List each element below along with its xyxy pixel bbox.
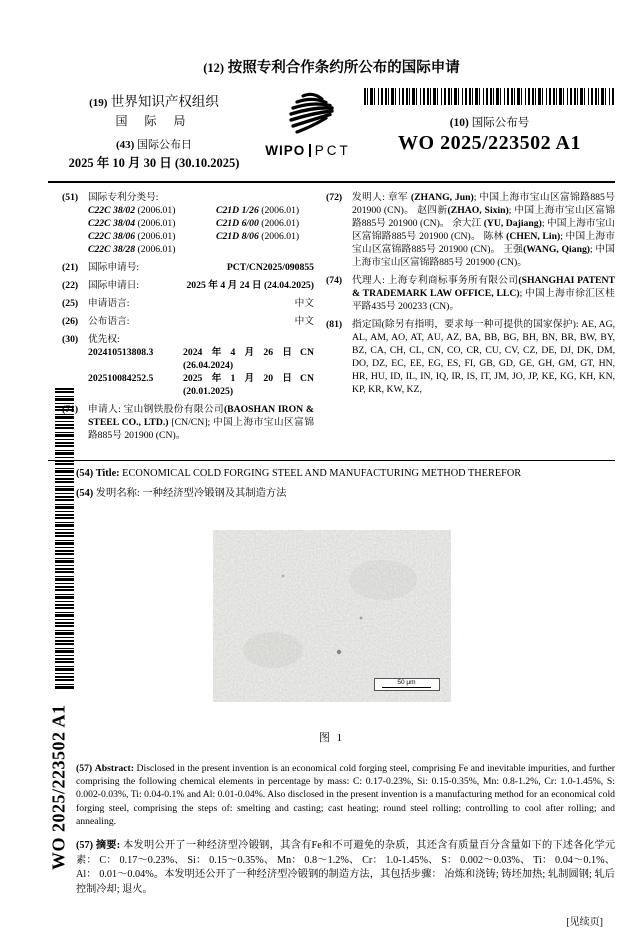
abstract-chinese: [48, 839, 615, 897]
priority-item: [62, 333, 314, 398]
publication-date-label-line: [48, 136, 260, 152]
application-number-value: PCT/CN2025/090855: [226, 262, 314, 273]
designated-states-text: 指定国(除另有指明，要求每一种可提供的国家保护): AE, AG, AL, AM, AO, AT, AU, AZ, BA, BB, BG, BH, BN, BR, BW, BY, BZ, CA, CH, CL, CN, CO, CR, CU, CV, CZ, DE, DJ, DK, DM, DO, DZ, EC, EE, EG, ES, FI, GB, GD, GE, GH, GM, GT, HN, HR, HU, ID, IL, IN, IQ, IR, IS, IT, JM, JO, JP, KE, KG, KH, KN, KP, KR, KW, KZ,: [352, 319, 615, 395]
ipc-body: [88, 191, 314, 256]
wipo-wordmark: WIPO: [265, 143, 306, 158]
inventors-text: 发明人: 章军 (ZHANG, Jun); 中国上海市宝山区富锦路885号 201900 (CN)。 赵四新(ZHAO, Sixin); 中国上海市宝山区富锦路885号 201900 (CN)。 余大江 (YU, Dajiang); 中国上海市宝山区富锦路885号 201900 (CN)。 陈林 (CHEN, Lin); 中国上海市宝山区富锦路885号 201900 (CN)。 王强(WANG, Qiang); 中国上海市宝山区富锦路885号 201900 (CN)。: [352, 192, 615, 268]
ipc-cell: C22C 38/04 (2006.01): [88, 218, 176, 229]
field-19-number: (19): [89, 97, 108, 109]
field-12-number: (12): [203, 61, 225, 75]
header-right: [356, 88, 615, 155]
field-81-number: (81): [326, 319, 343, 330]
field-12-text: 按照专利合作条约所公布的国际申请: [227, 60, 460, 76]
title-chinese-text: 一种经济型冷锻钢及其制造方法: [142, 488, 287, 500]
abstract-chinese-label: 摘要:: [95, 840, 121, 852]
filing-language-value: 中文: [294, 298, 314, 309]
biblio-left-column: [62, 191, 314, 447]
priority-label: 优先权:: [88, 334, 120, 345]
publication-language-item: [62, 315, 314, 328]
publication-language-value: 中文: [294, 316, 314, 327]
ipc-cell: C21D 8/06 (2006.01): [216, 231, 300, 242]
title-chinese-label: 发明名称:: [95, 488, 140, 500]
bibliographic-section: [48, 191, 615, 447]
wordmark-divider: [309, 144, 311, 157]
biblio-right-column: [326, 191, 615, 447]
header-left: [48, 88, 260, 171]
agent-text: 代理人: 上海专利商标事务所有限公司(SHANGHAI PATENT & TRADEMARK LAW OFFICE, LLC); 中国上海市徐汇区桂平路435号 200233 (CN)。: [352, 275, 615, 312]
publication-language-label: 公布语言:: [88, 316, 130, 327]
publication-number-value: WO 2025/223502 A1: [398, 132, 581, 154]
title-english-line: [76, 467, 615, 481]
org-name: 世界知识产权组织: [110, 94, 219, 109]
ipc-cell: C22C 38/06 (2006.01): [88, 231, 176, 242]
priority-country: CN: [300, 373, 314, 384]
priority-row: [88, 346, 314, 372]
top-barcode: [364, 88, 615, 105]
ipc-cell: [216, 243, 314, 256]
title-english-label: Title:: [95, 468, 120, 479]
scale-bar-label: 50 μm: [397, 678, 416, 686]
ipc-cell: C22C 38/02 (2006.01): [88, 205, 176, 216]
priority-date: 2024年4月26日 (26.04.2024): [183, 347, 292, 371]
figure-caption: 图 1: [318, 731, 345, 744]
field-10-number: (10): [449, 117, 469, 129]
applicant-item: [62, 403, 314, 442]
priority-number: 202510084252.5: [88, 373, 154, 384]
filing-date-value: 2025 年 4 月 24 日 (24.04.2025): [186, 280, 314, 291]
application-number-item: [62, 261, 314, 274]
field-26-number: (26): [62, 316, 79, 327]
field-72-number: (72): [326, 192, 343, 203]
pct-publication-line: [48, 56, 615, 77]
priority-number: 202410513808.3: [88, 347, 154, 358]
field-74-number: (74): [326, 275, 343, 286]
field-54-number: (54): [76, 488, 94, 500]
agent-item: [326, 274, 615, 313]
title-chinese-line: [76, 487, 615, 501]
org-bureau: 国 际 局: [115, 114, 193, 128]
publication-number-label-line: [364, 114, 615, 130]
scale-bar: [374, 678, 440, 691]
designated-states-item: [326, 318, 615, 396]
ipc-item: [62, 191, 314, 256]
ipc-cell: C22C 38/28 (2006.01): [88, 244, 176, 255]
wipo-logo-block: [260, 88, 356, 158]
title-section: [48, 467, 615, 502]
ipc-label: 国际专利分类号:: [88, 192, 159, 203]
abstract-chinese-text: 本发明公开了一种经济型冷锻钢，其含有Fe和不可避免的杂质，其还含有质量百分含量如下的下述各化学元素： C： 0.17～0.23%、 Si： 0.15～0.35%、 Mn： 0.8～1.2%、 Cr： 1.0-1.45%、 S： 0.002～0.03%、 Ti： 0.04～0.1%、 Al： 0.01～0.04%。本发明还公开了一种经济型冷锻钢的制造方法，其包括步骤： 冶炼和浇铸; 铸坯加热; 轧制圆钢; 轧后控制冷却; 退火。: [76, 840, 616, 895]
priority-country: CN: [300, 347, 314, 358]
abstract-english: [48, 762, 615, 828]
abstract-english-text: Disclosed in the present invention is an economical cold forging steel, comprising Fe and inevitable impurities, and further comprising the following chemical elements in percentage by mass: C: 0.17-0.23%, Si: 0.15-0.35%, Mn: 0.8-1.2%, Cr: 1.0-1.45%, S: 0.002-0.03%, Ti: 0.04-0.1% and Al: 0.01-0.04%. Also disclosed in the present invention is a manufacturing method for an economical cold forging steel, comprising the steps of: smelting and casting; cast heating; round steel rolling; controlling to cool after rolling; and annealing.: [76, 762, 616, 827]
field-30-number: (30): [62, 334, 79, 345]
figure-1-micrograph: [213, 530, 451, 702]
inventors-item: [326, 191, 615, 269]
field-57-number: (57): [76, 762, 93, 774]
header-divider-rule: [48, 181, 615, 183]
patent-front-page: [48, 0, 615, 928]
figure-block: [48, 530, 615, 745]
title-english-text: ECONOMICAL COLD FORGING STEEL AND MANUFACTURING METHOD THEREFOR: [122, 468, 522, 479]
field-51-number: (51): [62, 192, 79, 203]
scale-bar-line: [382, 687, 432, 689]
field-54-number: (54): [76, 468, 94, 479]
field-71-number: (71): [62, 404, 79, 415]
wipo-globe-icon: [278, 90, 338, 140]
title-divider-rule: [48, 460, 615, 461]
abstract-english-label: Abstract:: [94, 762, 134, 774]
filing-date-label: 国际申请日:: [88, 280, 140, 291]
ipc-cell: C21D 6/00 (2006.01): [216, 218, 300, 229]
ipc-grid: [88, 204, 314, 256]
wipo-pct-wordmark: [260, 143, 356, 158]
field-22-number: (22): [62, 280, 79, 291]
priority-row: [88, 372, 314, 398]
sidebar-publication-number: WO 2025/223502 A1: [48, 704, 69, 870]
priority-date: 2025年1月20日 (20.01.2025): [183, 373, 292, 397]
filing-date-item: [62, 279, 314, 292]
header: [48, 88, 615, 171]
org-name-line: [48, 90, 260, 110]
application-number-label: 国际申请号:: [88, 262, 140, 273]
ipc-cell: C21D 1/26 (2006.01): [216, 205, 300, 216]
field-43-number: (43): [115, 139, 135, 151]
publication-date-label: 国际公布日: [137, 139, 193, 151]
continued-on-next-page-note: [见续页]: [566, 917, 603, 928]
field-21-number: (21): [62, 262, 79, 273]
field-57-number: (57): [76, 840, 93, 852]
field-25-number: (25): [62, 298, 79, 309]
micrograph-image: [213, 530, 451, 702]
publication-number-label: 国际公布号: [471, 117, 530, 129]
filing-language-item: [62, 297, 314, 310]
applicant-text: 申请人: 宝山钢铁股份有限公司(BAOSHAN IRON & STEEL CO., LTD.) [CN/CN]; 中国上海市宝山区富锦路885号 201900 (CN)。: [88, 404, 315, 441]
publication-date-value: 2025 年 10 月 30 日 (30.10.2025): [68, 156, 240, 170]
filing-language-label: 申请语言:: [88, 298, 130, 309]
pct-wordmark: PCT: [314, 143, 351, 158]
